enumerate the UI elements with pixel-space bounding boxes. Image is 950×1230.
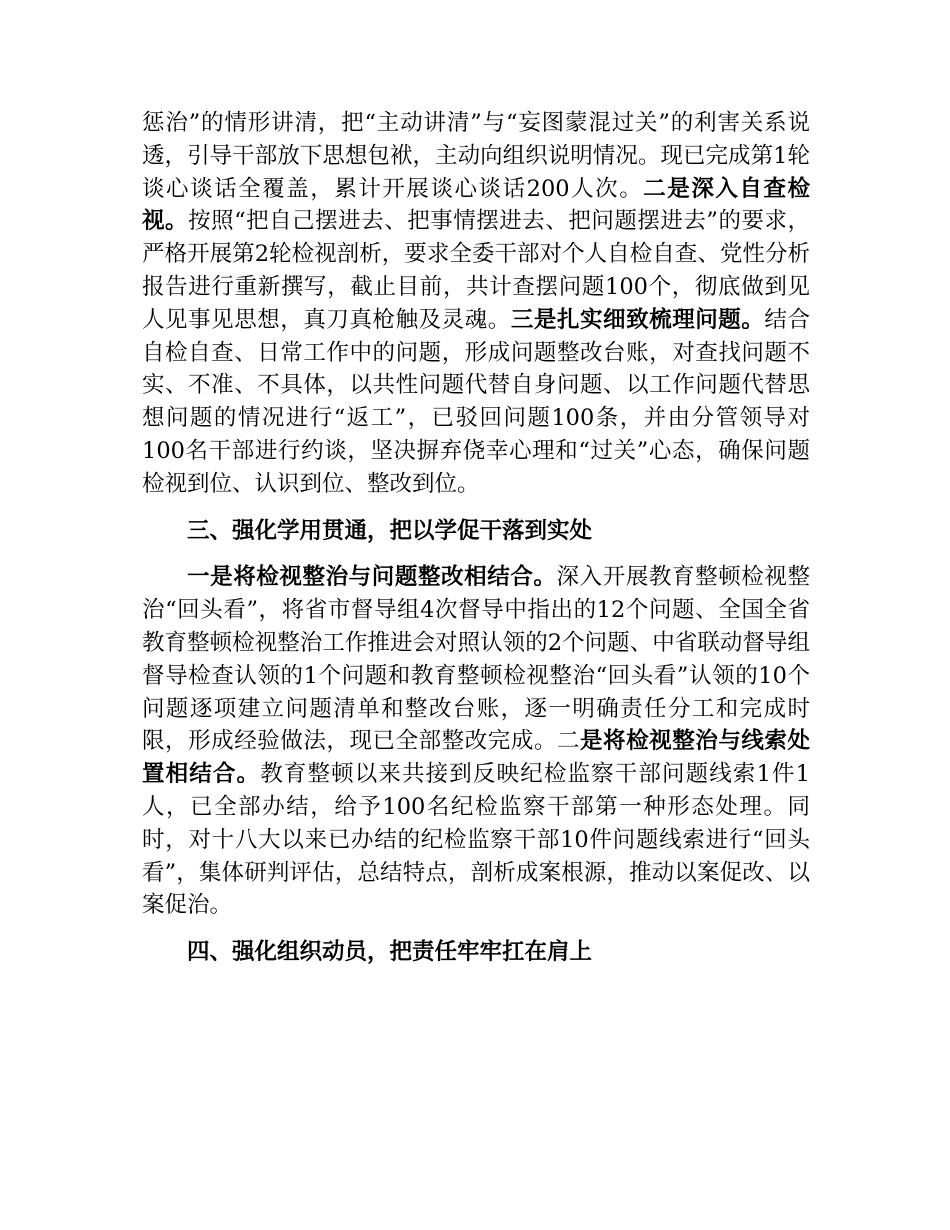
section-heading: 四、强化组织动员，把责任牢牢扛在肩上: [187, 939, 593, 966]
bold-lead-phrase: 一是将检视整治与问题整改相结合。: [187, 564, 557, 591]
paragraph-text: 惩治”的情形讲清，把“主动讲清”与“妄图蒙混过关”的利害关系说透，引导干部放下思想包袱，主动向组织说明情况。现已完成第1轮谈心谈话全覆盖，累计开展谈心谈话200人次。: [142, 110, 810, 202]
body-paragraph: [142, 561, 810, 922]
paragraph-text: 教育整顿以来共接到反映纪检监察干部问题线索1件1人，已全部办结，给予100名纪检监察干部第一种形态处理。同时，对十八大以来已办结的纪检监察干部10件问题线索进行“回头看”，集体研判评估，总结特点，剖析成案根源，推动以案促改、以案促治。: [142, 761, 810, 919]
paragraph-text: 按照“把自己摆进去、把事情摆进去、把问题摆进去”的要求，严格开展第2轮检视剖析，要求全委干部对个人自检自查、党性分析报告进行重新撰写，截止目前，共计查摆问题100个，彻底做到见人见事见思想，真刀真枪触及灵魂。: [142, 208, 810, 333]
section-heading: 三、强化学用贯通，把以学促干落到实处: [187, 517, 593, 544]
bold-lead-phrase: 二是深入自查检视。: [142, 175, 810, 235]
document-page: [142, 107, 810, 983]
body-paragraph: [142, 107, 810, 501]
paragraph-text: 深入开展教育整顿检视整治“回头看”，将省市督导组4次督导中指出的12个问题、全国全省教育整顿检视整治工作推进会对照认领的2个问题、中省联动督导组督导检查认领的1个问题和教育整顿检视整治“回头看”认领的10个问题逐项建立问题清单和整改台账，逐一明确责任分工和完成时限，形成经验做法，现已全部整改完成。二: [142, 564, 810, 755]
bold-lead-phrase: 三是扎实细致梳理问题。: [510, 306, 765, 333]
paragraph-text: 结合自检自查、日常工作中的问题，形成问题整改台账，对查找问题不实、不准、不具体，以共性问题代替自身问题、以工作问题代替思想问题的情况进行“返工”，已驳回问题100条，并由分管领导对100名干部进行约谈，坚决摒弃侥幸心理和“过关”心态，确保问题检视到位、认识到位、整改到位。: [142, 306, 810, 497]
bold-lead-phrase: 是将检视整治与线索处置相结合。: [142, 728, 810, 788]
